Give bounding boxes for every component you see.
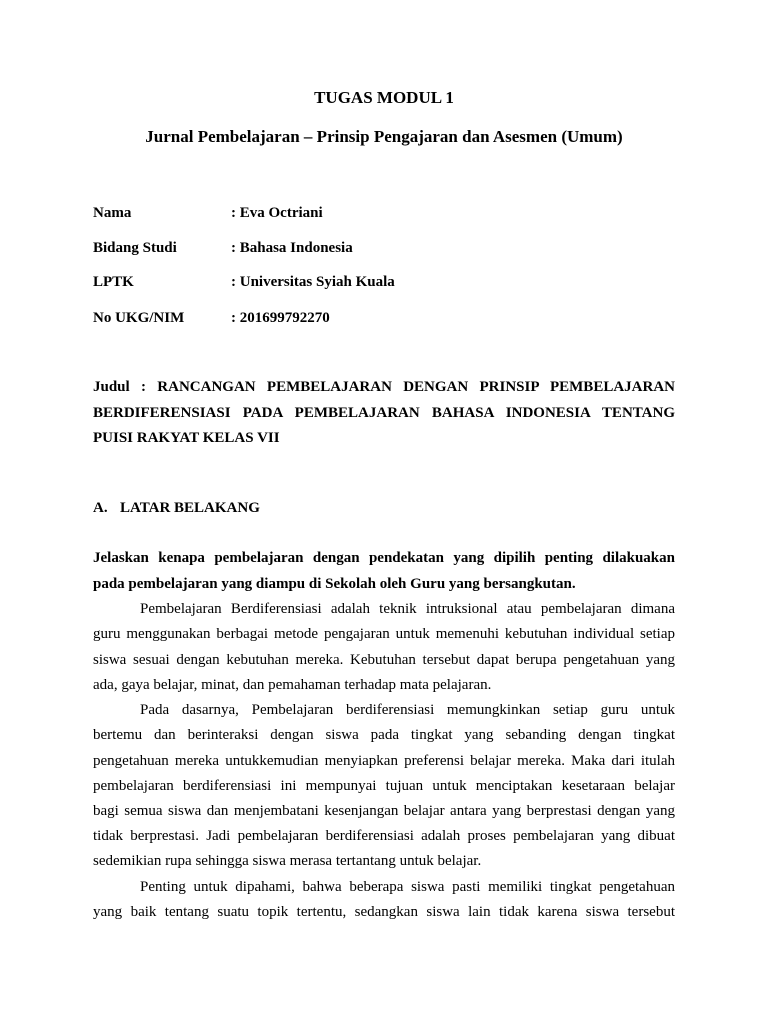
paragraph-line: sedemikian rupa sehingga siswa merasa tertantang untuk belajar. bbox=[93, 853, 482, 869]
section-title: LATAR BELAKANG bbox=[120, 500, 260, 516]
info-label: LPTK bbox=[93, 274, 134, 290]
info-label: Nama bbox=[93, 205, 132, 221]
paragraph-line: ada, gaya belajar, minat, dan pemahaman terhadap mata pelajaran. bbox=[93, 677, 492, 693]
info-row-lptk bbox=[93, 272, 693, 292]
paragraph-line: bagi semua siswa dan menjembatani kesenjangan belajar antara yang berprestasi dengan yang bbox=[93, 803, 675, 819]
judul-line: Judul : RANCANGAN PEMBELAJARAN DENGAN PRINSIP PEMBELAJARAN bbox=[93, 379, 675, 395]
paragraph-line: yang baik tentang suatu topik tertentu, sedangkan siswa lain tidak karena siswa tersebut bbox=[93, 904, 675, 920]
paragraph-line: tidak berprestasi. Jadi pembelajaran berdiferensiasi adalah proses pembelajaran yang dibuat bbox=[93, 828, 675, 844]
info-value: : Bahasa Indonesia bbox=[231, 240, 353, 256]
paragraph-line: pembelajaran berdiferensiasi ini mempunyai tujuan untuk menciptakan kesetaraan belajar bbox=[93, 778, 675, 794]
info-row-bidang-studi bbox=[93, 238, 693, 258]
paragraph-line: pengetahuan mereka untukkemudian menyiapkan preferensi belajar mereka. Maka dari itulah bbox=[93, 753, 675, 769]
judul-line: BERDIFERENSIASI PADA PEMBELAJARAN BAHASA INDONESIA TENTANG bbox=[93, 405, 675, 421]
paragraph-line: Pembelajaran Berdiferensiasi adalah teknik intruksional atau pembelajaran dimana bbox=[140, 601, 675, 617]
section-number: A. bbox=[93, 500, 108, 516]
info-value: : Universitas Syiah Kuala bbox=[231, 274, 395, 290]
info-row-no-ukg-nim bbox=[93, 308, 693, 328]
info-value: : 201699792270 bbox=[231, 310, 330, 326]
question-line: Jelaskan kenapa pembelajaran dengan pendekatan yang dipilih penting dilakuakan bbox=[93, 550, 675, 566]
paragraph-line: bertemu dan berinteraksi dengan siswa pada tingkat yang sebanding dengan tingkat bbox=[93, 727, 675, 743]
info-value: : Eva Octriani bbox=[231, 205, 323, 221]
paragraph-line: Pada dasarnya, Pembelajaran berdiferensiasi memungkinkan setiap guru untuk bbox=[140, 702, 675, 718]
section-a-heading bbox=[93, 498, 260, 518]
question-line: pada pembelajaran yang diampu di Sekolah oleh Guru yang bersangkutan. bbox=[93, 576, 576, 592]
judul-line: PUISI RAKYAT KELAS VII bbox=[93, 430, 280, 446]
document-subtitle: Jurnal Pembelajaran – Prinsip Pengajaran dan Asesmen (Umum) bbox=[145, 127, 623, 146]
paragraph-line: guru menggunakan berbagai metode pengajaran untuk memenuhi kebutuhan individual setiap bbox=[93, 626, 675, 642]
document-title: TUGAS MODUL 1 bbox=[314, 88, 454, 107]
info-label: No UKG/NIM bbox=[93, 310, 185, 326]
info-label: Bidang Studi bbox=[93, 240, 177, 256]
info-row-nama bbox=[93, 203, 693, 223]
paragraph-line: Penting untuk dipahami, bahwa beberapa siswa pasti memiliki tingkat pengetahuan bbox=[140, 879, 675, 895]
paragraph-line: siswa sesuai dengan kebutuhan mereka. Kebutuhan tersebut dapat berupa pengetahuan yang bbox=[93, 652, 675, 668]
